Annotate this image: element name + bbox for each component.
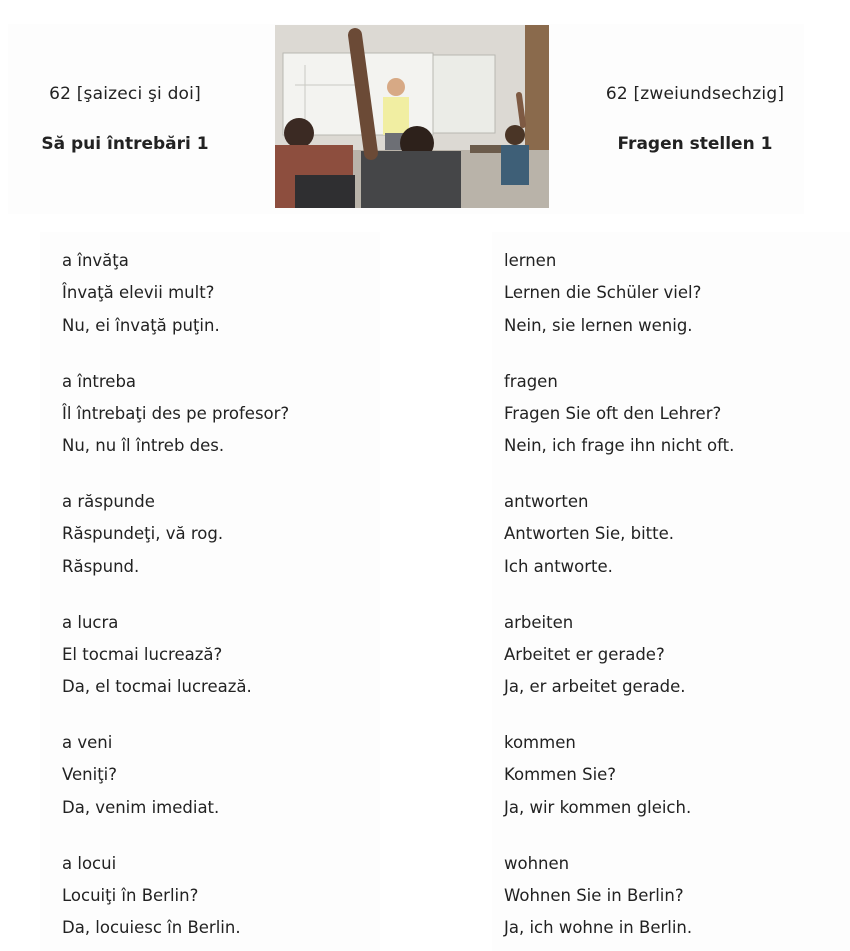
phrase-line: Răspund.: [62, 556, 140, 576]
lesson-title-de: Fragen stellen 1: [617, 134, 773, 154]
phrase-line: a răspunde: [62, 492, 155, 511]
phrase-line: Nein, sie lernen wenig.: [504, 315, 693, 335]
phrase-content: [40, 232, 850, 951]
phrase-line: El tocmai lucrează?: [62, 644, 223, 664]
phrase-line: Antworten Sie, bitte.: [504, 524, 675, 544]
phrase-line: Ja, ich wohne in Berlin.: [504, 918, 693, 938]
phrase-line: Arbeitet er gerade?: [504, 644, 665, 664]
lesson-number-ro: 62 [şaizeci şi doi]: [49, 84, 201, 104]
phrase-line: fragen: [504, 371, 558, 391]
phrase-line: a învăţa: [62, 251, 129, 270]
phrase-line: a veni: [62, 733, 113, 752]
phrase-group-ro: [62, 848, 241, 945]
phrase-line: arbeiten: [504, 612, 574, 632]
phrase-group-ro: [62, 727, 219, 824]
phrase-line: Da, locuiesc în Berlin.: [62, 918, 241, 938]
classroom-photo: [275, 25, 549, 208]
phrase-line: lernen: [504, 251, 557, 270]
phrase-line: a locui: [62, 853, 117, 873]
phrase-group-de: [504, 486, 674, 583]
classroom-illustration: [275, 25, 549, 208]
phrase-line: Ich antworte.: [504, 556, 613, 576]
phrase-line: Ja, er arbeitet gerade.: [504, 677, 686, 697]
phrase-line: Locuiţi în Berlin?: [62, 885, 199, 905]
german-column: [492, 232, 850, 951]
phrase-line: Îl întrebaţi des pe profesor?: [62, 403, 290, 423]
phrase-group-de: [504, 848, 692, 945]
phrase-line: Wohnen Sie in Berlin?: [504, 885, 684, 905]
phrase-group-ro: [62, 607, 252, 704]
phrase-line: Da, el tocmai lucrează.: [62, 677, 252, 697]
phrase-group-de: [504, 245, 701, 342]
phrase-line: Ja, wir kommen gleich.: [504, 797, 692, 817]
lesson-header: [8, 24, 804, 214]
phrase-line: Nein, ich frage ihn nicht oft.: [504, 436, 735, 456]
phrase-line: Fragen Sie oft den Lehrer?: [504, 403, 722, 423]
phrase-line: wohnen: [504, 853, 570, 873]
phrase-line: Răspundeţi, vă rog.: [62, 524, 224, 544]
phrase-group-ro: [62, 245, 220, 342]
phrase-line: kommen: [504, 733, 576, 752]
phrase-line: a lucra: [62, 612, 119, 632]
phrase-group-de: [504, 727, 691, 824]
romanian-column: [40, 232, 380, 951]
phrase-group-ro: [62, 366, 289, 463]
phrase-line: antworten: [504, 492, 589, 511]
phrase-line: a întreba: [62, 371, 137, 391]
lesson-number-de: 62 [zweiundsechzig]: [605, 84, 785, 104]
phrase-line: Lernen die Schüler viel?: [504, 283, 702, 303]
lesson-title-ro: Să pui întrebări 1: [41, 134, 209, 154]
phrase-line: Învaţă elevii mult?: [62, 283, 215, 303]
phrase-group-de: [504, 607, 685, 704]
phrase-line: Kommen Sie?: [504, 765, 617, 785]
phrase-group-ro: [62, 486, 223, 583]
phrase-line: Da, venim imediat.: [62, 797, 220, 817]
phrase-line: Nu, nu îl întreb des.: [62, 436, 225, 456]
phrase-group-de: [504, 366, 734, 463]
phrase-line: Veniţi?: [62, 765, 118, 785]
phrase-line: Nu, ei învaţă puţin.: [62, 315, 220, 335]
